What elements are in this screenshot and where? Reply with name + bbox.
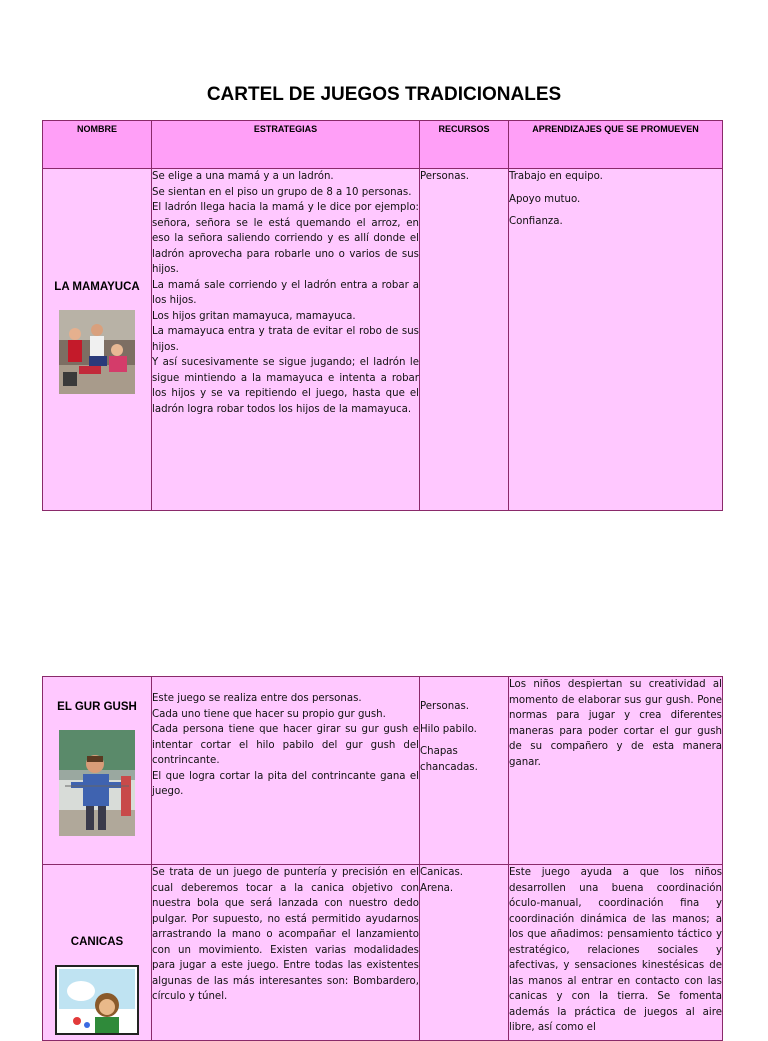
strategies-cell	[152, 677, 420, 865]
strategy-line: Se elige a una mamá y a un ladrón.	[152, 171, 334, 182]
table-header-row	[43, 121, 723, 169]
table-row	[43, 677, 723, 865]
strategy-line: Se sientan en el piso un grupo de 8 a 10 personas.	[152, 186, 412, 198]
strategy-line: Se trata de un juego de puntería y precisión en el cual deberemos tocar a la canica objetivo con nuestra bola que será lanzada con nuestro dedo pulgar. Por supuesto, no está permitido ayudarnos arrastrando la mano o acompañar el lanzamiento con un movimiento. Existen varias modalidades para jugar a este juego. Entre todas las existentes algunas de las más interesantes son: Bombardero, círculo y túnel.	[152, 867, 419, 1002]
strategy-line: El ladrón llega hacia la mamá y le dice por ejemplo: señora, señora se le está quemando el arroz, en eso la señora saliendo corriendo y es allí donde el ladrón aprovecha para robarle uno o varios de sus hijos.	[152, 202, 419, 275]
boy-playing-photo	[59, 730, 135, 836]
header-learning: APRENDIZAJES QUE SE PROMUEVEN	[509, 121, 723, 169]
table-row	[43, 169, 723, 511]
table-row	[43, 865, 723, 1041]
header-resources: RECURSOS	[420, 121, 509, 169]
marbles-cartoon-image	[55, 965, 139, 1035]
document-title: CARTEL DE JUEGOS TRADICIONALES	[206, 84, 562, 105]
strategy-line: Y así sucesivamente se sigue jugando; el ladrón le sigue mintiendo a la mamayuca e intenta a robar los hijos y se va repitiendo el juego, hasta que el ladrón logra robar todos los hijos de la mamayuca.	[152, 357, 419, 415]
game-name-cell	[43, 865, 152, 1041]
learning-cell	[509, 169, 723, 511]
strategy-line: Los hijos gritan mamayuca, mamayuca.	[152, 310, 356, 322]
strategy-line: El que logra cortar la pita del contrincante gana el juego.	[152, 770, 419, 797]
game-name-cell	[43, 677, 152, 865]
learning-item: Apoyo mutuo.	[509, 193, 581, 205]
children-playing-photo	[59, 310, 135, 394]
strategy-line: Cada uno tiene que hacer su propio gur gush.	[152, 708, 386, 720]
resource-item: Canicas.	[420, 867, 464, 878]
game-name: LA MAMAYUCA	[54, 281, 140, 293]
resources-cell	[420, 677, 509, 865]
learning-cell	[509, 677, 723, 865]
learning-item: Los niños despiertan su creatividad al momento de elaborar sus gur gush. Pone normas para jugar y crea diferentes maneras para poder cortar el gur gush de su compañero y de esta manera ganar.	[509, 679, 722, 768]
strategy-line: Cada persona tiene que hacer girar su gur gush e intentar cortar el hilo pabilo del gur gush del contrincante.	[152, 724, 419, 766]
resource-item: Personas.	[420, 701, 470, 712]
game-name: EL GUR GUSH	[57, 701, 137, 713]
resource-item: Personas.	[420, 171, 470, 182]
games-table-2	[42, 676, 723, 1041]
strategies-cell	[152, 865, 420, 1041]
learning-cell	[509, 865, 723, 1041]
header-name: NOMBRE	[43, 121, 152, 169]
resources-cell	[420, 169, 509, 511]
strategy-line: Este juego se realiza entre dos personas.	[152, 693, 362, 704]
strategies-cell	[152, 169, 420, 511]
resource-item: Hilo pabilo.	[420, 723, 477, 735]
games-table-1	[42, 120, 723, 511]
resources-cell	[420, 865, 509, 1041]
game-name-cell	[43, 169, 152, 511]
learning-item: Confianza.	[509, 216, 563, 227]
game-name: CANICAS	[70, 936, 124, 948]
strategy-line: La mamayuca entra y trata de evitar el robo de sus hijos.	[152, 326, 419, 353]
resource-item: Arena.	[420, 882, 454, 894]
header-strategies: ESTRATEGIAS	[152, 121, 420, 169]
strategy-line: La mamá sale corriendo y el ladrón entra a robar a los hijos.	[152, 279, 419, 306]
learning-item: Trabajo en equipo.	[509, 171, 603, 182]
resource-item: Chapas chancadas.	[420, 746, 478, 773]
learning-item: Este juego ayuda a que los niños desarrollen una buena coordinación óculo-manual, coordinación fina y coordinación dinámica de las manos; a los que añadimos: pensamiento táctico y estratégico, relaciones sociales y afectivas, y sensaciones kinestésicas de las manos al entrar en contacto con las canicas y con la tierra. Se fomenta además la práctica de juegos al aire libre, así como el	[509, 867, 722, 1033]
